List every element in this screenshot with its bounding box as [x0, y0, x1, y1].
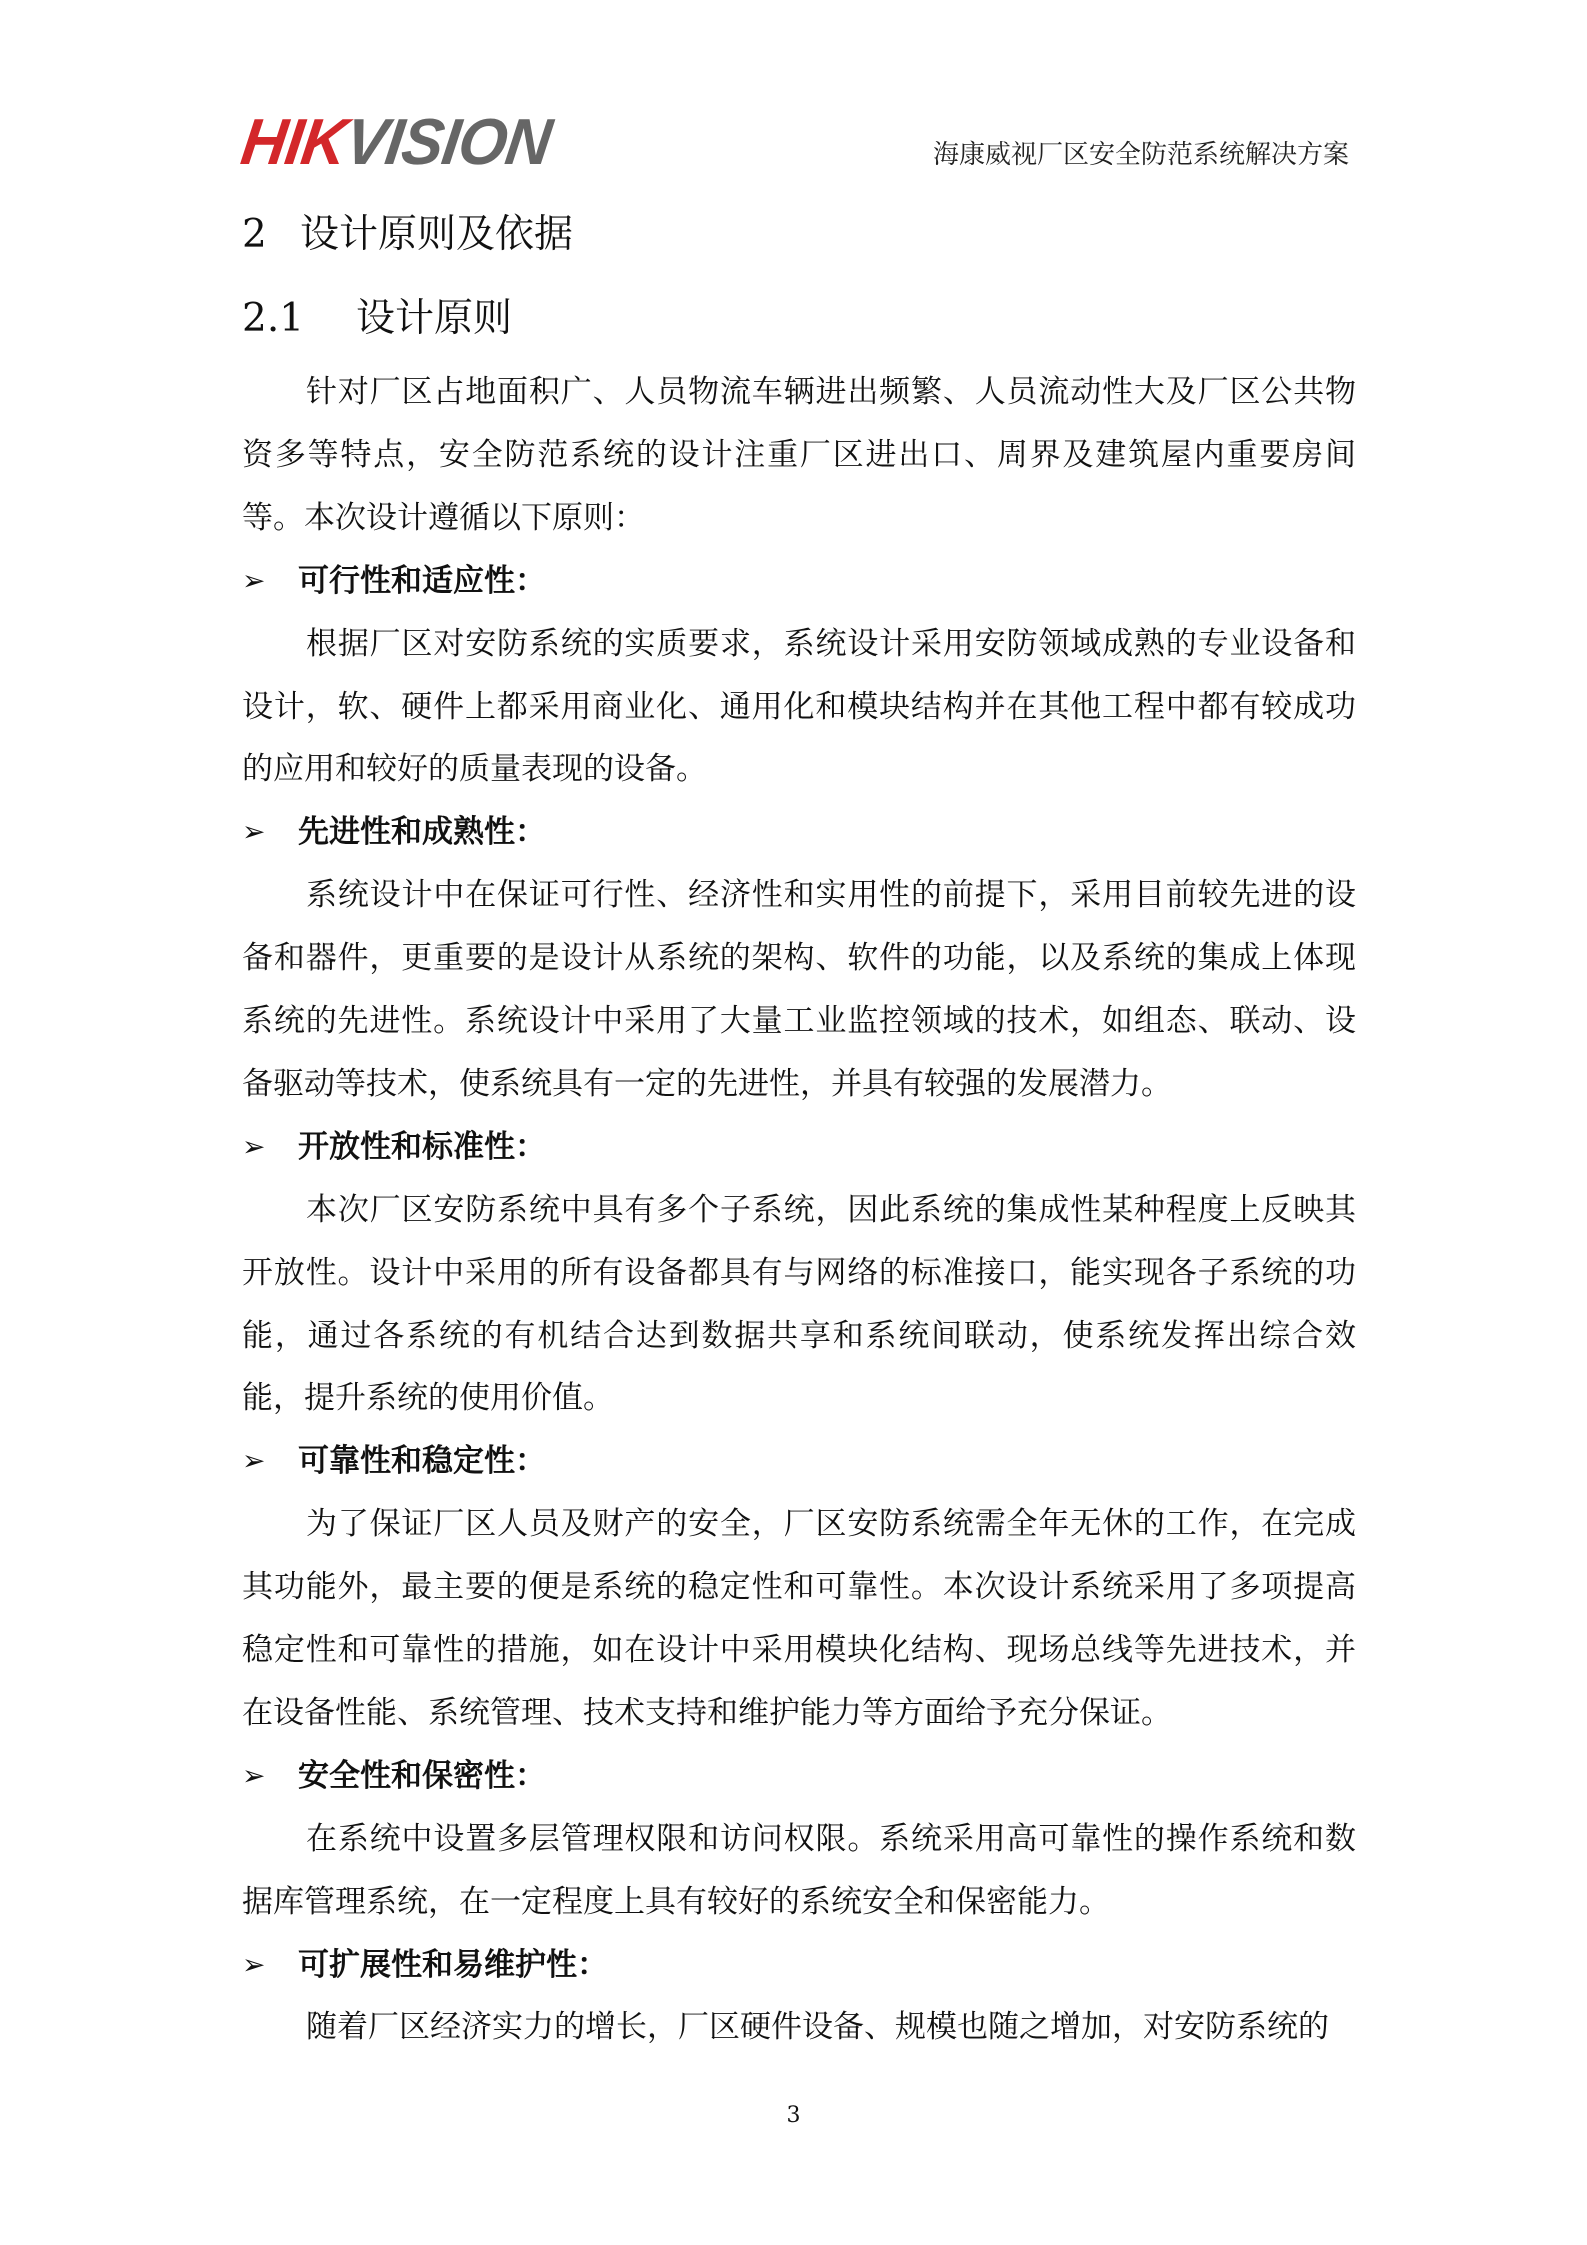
principle-paragraph: 系统设计中在保证可行性、经济性和实用性的前提下，采用目前较先进的设备和器件，更重要的是设计从系统的架构、软件的功能，以及系统的集成上体现系统的先进性。系统设计中采用了大量工业监控领域的技术，如组态、联动、设备驱动等技术，使系统具有一定的先进性，并具有较强的发展潜力。	[242, 877, 1356, 1102]
principle-title: 安全性和保密性：	[298, 1757, 546, 1794]
principle-title: 可行性和适应性：	[298, 562, 546, 599]
principle-title: 开放性和标准性：	[298, 1128, 546, 1165]
subsection-title: 设计原则	[356, 296, 513, 341]
body-content	[242, 361, 1356, 2059]
arrow-bullet-icon: ➢	[242, 1758, 266, 1792]
arrow-bullet-icon: ➢	[242, 815, 266, 849]
arrow-bullet-icon: ➢	[242, 1444, 266, 1478]
logo-vision: VISION	[340, 106, 556, 179]
intro-paragraph: 针对厂区占地面积广、人员物流车辆进出频繁、人员流动性大及厂区公共物资多等特点，安全防范系统的设计注重厂区进出口、周界及建筑屋内重要房间等。本次设计遵循以下原则：	[242, 374, 1356, 536]
principle-paragraph: 为了保证厂区人员及财产的安全，厂区安防系统需全年无休的工作，在完成其功能外，最主要的便是系统的稳定性和可靠性。本次设计系统采用了多项提高稳定性和可靠性的措施，如在设计中采用模块化结构、现场总线等先进技术，并在设备性能、系统管理、技术支持和维护能力等方面给予充分保证。	[242, 1506, 1356, 1731]
arrow-bullet-icon: ➢	[242, 563, 266, 597]
principle-heading	[242, 1934, 1356, 1997]
principle-heading	[242, 1116, 1356, 1179]
principle-title: 可靠性和稳定性：	[298, 1443, 546, 1480]
principle-paragraph: 随着厂区经济实力的增长，厂区硬件设备、规模也随之增加，对安防系统的	[306, 2009, 1329, 2046]
logo-hik: HIK	[236, 106, 351, 179]
arrow-bullet-icon: ➢	[242, 1129, 266, 1163]
hikvision-logo	[236, 106, 556, 179]
principle-paragraph: 在系统中设置多层管理权限和访问权限。系统采用高可靠性的操作系统和数据库管理系统，在一定程度上具有较好的系统安全和保密能力。	[242, 1820, 1356, 1920]
principle-heading	[242, 1745, 1356, 1808]
page-number: 3	[786, 2103, 801, 2128]
principle-paragraph: 本次厂区安防系统中具有多个子系统，因此系统的集成性某种程度上反映其开放性。设计中采用的所有设备都具有与网络的标准接口，能实现各子系统的功能，通过各系统的有机结合达到数据共享和系统间联动，使系统发挥出综合效能，提升系统的使用价值。	[242, 1191, 1356, 1417]
principle-title: 先进性和成熟性：	[298, 814, 546, 851]
principle-title: 可扩展性和易维护性：	[298, 1946, 608, 1983]
subsection-heading	[242, 294, 512, 344]
principle-heading	[242, 1430, 1356, 1493]
section-heading	[242, 210, 573, 260]
section-title: 设计原则及依据	[300, 212, 574, 257]
principle-paragraph: 根据厂区对安防系统的实质要求，系统设计采用安防领域成熟的专业设备和设计，软、硬件上都采用商业化、通用化和模块结构并在其他工程中都有较成功的应用和较好的质量表现的设备。	[242, 625, 1356, 788]
principle-heading	[242, 550, 1356, 613]
section-number: 2	[242, 212, 267, 257]
principle-heading	[242, 801, 1356, 864]
document-header-title: 海康威视厂区安全防范系统解决方案	[932, 140, 1349, 170]
subsection-number: 2.1	[242, 296, 305, 341]
arrow-bullet-icon: ➢	[242, 1947, 266, 1981]
